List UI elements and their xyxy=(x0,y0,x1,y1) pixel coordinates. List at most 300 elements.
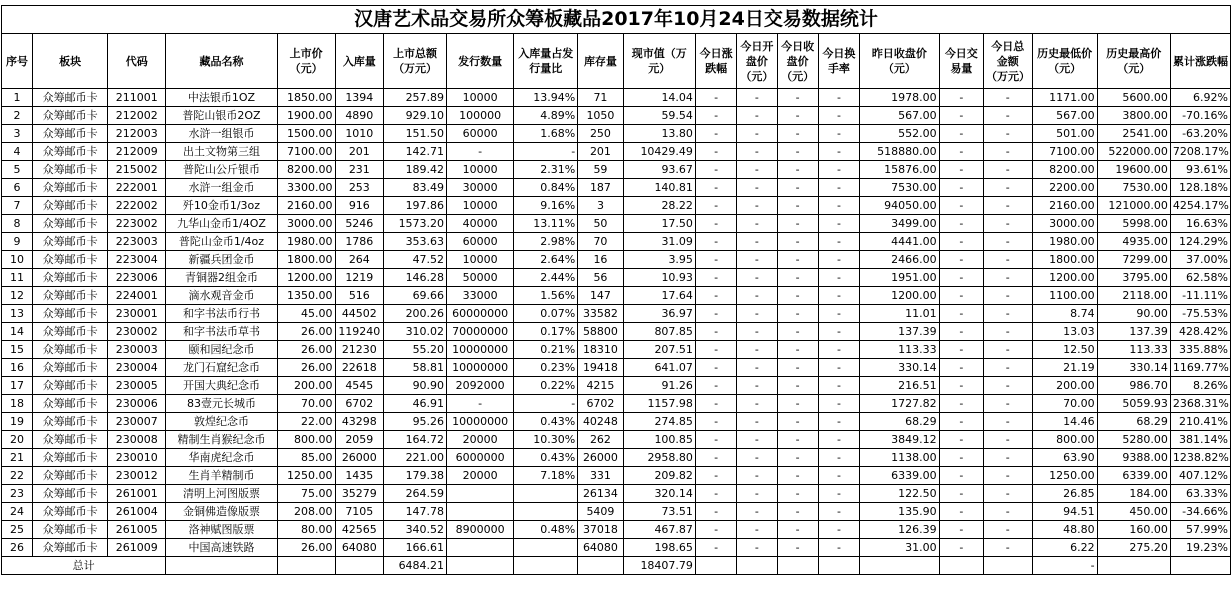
table-cell: 83壹元长城币 xyxy=(166,395,278,413)
table-cell: 1.56% xyxy=(514,287,578,305)
table-cell: 1010 xyxy=(335,125,384,143)
table-cell: 22.00 xyxy=(277,413,335,431)
table-cell: - xyxy=(984,251,1033,269)
table-cell: 4.89% xyxy=(514,107,578,125)
table-cell: 1573.20 xyxy=(384,215,447,233)
table-cell: - xyxy=(984,323,1033,341)
table-cell: - xyxy=(777,107,818,125)
table-cell: 230005 xyxy=(108,377,166,395)
table-cell: 320.14 xyxy=(623,485,695,503)
table-cell: - xyxy=(818,341,859,359)
table-cell: 4215 xyxy=(578,377,623,395)
table-cell: 230010 xyxy=(108,449,166,467)
table-cell: 15876.00 xyxy=(860,161,940,179)
table-cell: 水浒一组银币 xyxy=(166,125,278,143)
table-cell: 1500.00 xyxy=(277,125,335,143)
table-cell: 340.52 xyxy=(384,521,447,539)
total-cell xyxy=(578,557,623,575)
table-cell: 223006 xyxy=(108,269,166,287)
table-cell: - xyxy=(818,233,859,251)
table-cell: 0.07% xyxy=(514,305,578,323)
table-cell: 929.10 xyxy=(384,107,447,125)
table-cell: 55.20 xyxy=(384,341,447,359)
table-cell: 2368.31% xyxy=(1170,395,1230,413)
table-cell: - xyxy=(939,107,983,125)
table-cell: 310.02 xyxy=(384,323,447,341)
table-cell: 2200.00 xyxy=(1032,179,1097,197)
table-cell: - xyxy=(695,539,736,557)
total-row xyxy=(2,557,1231,575)
table-cell: - xyxy=(777,323,818,341)
table-cell: 2958.80 xyxy=(623,449,695,467)
table-cell: 13.80 xyxy=(623,125,695,143)
table-row xyxy=(2,215,1231,233)
table-cell: 5280.00 xyxy=(1097,431,1170,449)
column-header: 历史最高价（元） xyxy=(1097,34,1170,89)
table-cell: 21230 xyxy=(335,341,384,359)
table-cell: 215002 xyxy=(108,161,166,179)
table-cell: 众筹邮币卡 xyxy=(32,161,107,179)
table-cell: 9388.00 xyxy=(1097,449,1170,467)
table-cell: 1394 xyxy=(335,89,384,107)
total-cell: - xyxy=(1032,557,1097,575)
total-cell xyxy=(984,557,1033,575)
column-header: 发行数量 xyxy=(447,34,514,89)
total-cell xyxy=(695,557,736,575)
table-cell: 众筹邮币卡 xyxy=(32,305,107,323)
table-cell: 1169.77% xyxy=(1170,359,1230,377)
table-cell: 和字书法币草书 xyxy=(166,323,278,341)
table-cell: 2160.00 xyxy=(1032,197,1097,215)
table-cell: - xyxy=(737,197,777,215)
table-cell: 精制生肖猴纪念币 xyxy=(166,431,278,449)
table-cell: 522000.00 xyxy=(1097,143,1170,161)
table-cell: 众筹邮币卡 xyxy=(32,503,107,521)
table-cell: - xyxy=(695,233,736,251)
table-cell: 23 xyxy=(2,485,33,503)
table-cell: 19600.00 xyxy=(1097,161,1170,179)
table-cell: 164.72 xyxy=(384,431,447,449)
table-cell: 807.85 xyxy=(623,323,695,341)
table-cell: 4441.00 xyxy=(860,233,940,251)
table-cell: 0.43% xyxy=(514,449,578,467)
table-cell: 37.00% xyxy=(1170,251,1230,269)
table-cell: 93.67 xyxy=(623,161,695,179)
table-cell: - xyxy=(939,215,983,233)
table-cell: - xyxy=(777,179,818,197)
table-cell: 13 xyxy=(2,305,33,323)
table-cell: 2059 xyxy=(335,431,384,449)
table-cell: 12.50 xyxy=(1032,341,1097,359)
table-cell: - xyxy=(695,143,736,161)
table-cell xyxy=(447,485,514,503)
table-row xyxy=(2,413,1231,431)
table-cell: 250 xyxy=(578,125,623,143)
table-cell: 68.29 xyxy=(1097,413,1170,431)
table-cell: 641.07 xyxy=(623,359,695,377)
table-cell: 4545 xyxy=(335,377,384,395)
table-cell: 26134 xyxy=(578,485,623,503)
table-cell: 10000000 xyxy=(447,413,514,431)
table-row xyxy=(2,287,1231,305)
table-cell: 8.26% xyxy=(1170,377,1230,395)
table-cell: 91.26 xyxy=(623,377,695,395)
table-cell: - xyxy=(984,503,1033,521)
table-cell: - xyxy=(777,521,818,539)
table-cell: - xyxy=(818,215,859,233)
table-cell: - xyxy=(818,503,859,521)
table-cell: 261005 xyxy=(108,521,166,539)
table-cell: 1200.00 xyxy=(860,287,940,305)
table-cell: - xyxy=(818,539,859,557)
table-cell: 230002 xyxy=(108,323,166,341)
table-cell: - xyxy=(777,89,818,107)
table-cell: 11 xyxy=(2,269,33,287)
table-cell: 13.11% xyxy=(514,215,578,233)
table-cell: 275.20 xyxy=(1097,539,1170,557)
table-cell: 19.23% xyxy=(1170,539,1230,557)
column-header: 板块 xyxy=(32,34,107,89)
table-cell: 中国高速铁路 xyxy=(166,539,278,557)
table-cell: 137.39 xyxy=(860,323,940,341)
table-cell: 3499.00 xyxy=(860,215,940,233)
table-cell: 37018 xyxy=(578,521,623,539)
column-header: 序号 xyxy=(2,34,33,89)
table-cell: 121000.00 xyxy=(1097,197,1170,215)
table-cell: - xyxy=(984,413,1033,431)
table-cell: 467.87 xyxy=(623,521,695,539)
total-cell xyxy=(1170,557,1230,575)
table-cell: - xyxy=(818,323,859,341)
table-row xyxy=(2,269,1231,287)
table-cell: 100000 xyxy=(447,107,514,125)
total-cell xyxy=(166,557,278,575)
total-cell xyxy=(860,557,940,575)
table-cell: 1350.00 xyxy=(277,287,335,305)
table-cell: - xyxy=(939,197,983,215)
table-cell: 800.00 xyxy=(1032,431,1097,449)
column-header: 代码 xyxy=(108,34,166,89)
table-cell: 8200.00 xyxy=(1032,161,1097,179)
table-cell: 10000 xyxy=(447,89,514,107)
table-cell: - xyxy=(939,179,983,197)
table-cell: 众筹邮币卡 xyxy=(32,431,107,449)
table-cell: 7100.00 xyxy=(1032,143,1097,161)
table-cell: 166.61 xyxy=(384,539,447,557)
table-cell: - xyxy=(695,467,736,485)
table-cell: 230008 xyxy=(108,431,166,449)
table-cell: 清明上河图版票 xyxy=(166,485,278,503)
table-cell: 普陀山公斤银币 xyxy=(166,161,278,179)
table-cell: 颐和园纪念币 xyxy=(166,341,278,359)
table-cell: 4254.17% xyxy=(1170,197,1230,215)
table-cell: - xyxy=(818,431,859,449)
table-cell: - xyxy=(939,341,983,359)
table-cell: - xyxy=(939,449,983,467)
table-cell: 95.26 xyxy=(384,413,447,431)
table-cell: - xyxy=(737,377,777,395)
table-cell: 1171.00 xyxy=(1032,89,1097,107)
table-cell: - xyxy=(939,269,983,287)
table-cell: 17.50 xyxy=(623,215,695,233)
table-cell: - xyxy=(939,305,983,323)
table-cell: 6000000 xyxy=(447,449,514,467)
table-cell: - xyxy=(984,107,1033,125)
table-cell: 2.31% xyxy=(514,161,578,179)
table-row xyxy=(2,143,1231,161)
table-cell: 70 xyxy=(578,233,623,251)
table-cell: 众筹邮币卡 xyxy=(32,341,107,359)
table-cell: - xyxy=(818,377,859,395)
table-cell: 261001 xyxy=(108,485,166,503)
table-cell: 62.58% xyxy=(1170,269,1230,287)
table-cell: 众筹邮币卡 xyxy=(32,485,107,503)
table-cell: - xyxy=(818,413,859,431)
table-cell: 众筹邮币卡 xyxy=(32,467,107,485)
table-cell: -11.11% xyxy=(1170,287,1230,305)
table-cell: 75.00 xyxy=(277,485,335,503)
table-cell: 137.39 xyxy=(1097,323,1170,341)
table-cell: 45.00 xyxy=(277,305,335,323)
table-cell: 5059.93 xyxy=(1097,395,1170,413)
table-cell: 1951.00 xyxy=(860,269,940,287)
table-cell: 12 xyxy=(2,287,33,305)
table-cell: - xyxy=(737,323,777,341)
table-cell: - xyxy=(777,503,818,521)
table-cell: - xyxy=(939,539,983,557)
table-cell: - xyxy=(777,539,818,557)
table-cell: 5246 xyxy=(335,215,384,233)
table-cell: 223004 xyxy=(108,251,166,269)
table-cell: 124.29% xyxy=(1170,233,1230,251)
table-cell: 36.97 xyxy=(623,305,695,323)
table-cell: 147.78 xyxy=(384,503,447,521)
table-cell: 14.46 xyxy=(1032,413,1097,431)
table-cell: 1980.00 xyxy=(1032,233,1097,251)
table-cell: 210.41% xyxy=(1170,413,1230,431)
table-cell: 0.21% xyxy=(514,341,578,359)
table-cell: 4 xyxy=(2,143,33,161)
table-cell: - xyxy=(777,143,818,161)
table-cell: 普陀山金币1/4oz xyxy=(166,233,278,251)
table-cell: - xyxy=(737,539,777,557)
table-cell: 1900.00 xyxy=(277,107,335,125)
table-cell: 生肖羊精制币 xyxy=(166,467,278,485)
table-cell: 179.38 xyxy=(384,467,447,485)
table-cell: -63.20% xyxy=(1170,125,1230,143)
table-cell: 501.00 xyxy=(1032,125,1097,143)
table-cell: -75.53% xyxy=(1170,305,1230,323)
table-cell: 142.71 xyxy=(384,143,447,161)
table-cell: 6339.00 xyxy=(860,467,940,485)
table-cell: 223003 xyxy=(108,233,166,251)
table-cell: - xyxy=(984,143,1033,161)
table-cell: 18310 xyxy=(578,341,623,359)
table-row xyxy=(2,341,1231,359)
table-cell: 257.89 xyxy=(384,89,447,107)
table-cell: 众筹邮币卡 xyxy=(32,539,107,557)
table-cell: 68.29 xyxy=(860,413,940,431)
table-cell: 15 xyxy=(2,341,33,359)
table-cell: 47.52 xyxy=(384,251,447,269)
table-cell: - xyxy=(695,449,736,467)
table-row xyxy=(2,233,1231,251)
table-cell: 1850.00 xyxy=(277,89,335,107)
table-cell: 916 xyxy=(335,197,384,215)
table-cell: - xyxy=(777,395,818,413)
table-cell: 5409 xyxy=(578,503,623,521)
table-cell: 开国大典纪念币 xyxy=(166,377,278,395)
total-label: 总计 xyxy=(2,557,166,575)
table-cell: - xyxy=(695,107,736,125)
table-cell: 6 xyxy=(2,179,33,197)
table-cell: -70.16% xyxy=(1170,107,1230,125)
table-cell: - xyxy=(777,215,818,233)
table-cell: 0.84% xyxy=(514,179,578,197)
table-cell: - xyxy=(737,233,777,251)
table-cell: - xyxy=(695,125,736,143)
table-cell: 众筹邮币卡 xyxy=(32,269,107,287)
table-cell: 986.70 xyxy=(1097,377,1170,395)
table-cell: - xyxy=(984,521,1033,539)
table-cell: 1980.00 xyxy=(277,233,335,251)
table-cell: - xyxy=(695,215,736,233)
table-cell: 1100.00 xyxy=(1032,287,1097,305)
table-cell: - xyxy=(777,485,818,503)
table-cell: 94050.00 xyxy=(860,197,940,215)
table-cell: 2.98% xyxy=(514,233,578,251)
table-cell: - xyxy=(737,251,777,269)
table-cell: - xyxy=(984,395,1033,413)
table-cell: - xyxy=(818,359,859,377)
table-cell: 水浒一组金币 xyxy=(166,179,278,197)
table-cell: - xyxy=(777,269,818,287)
table-cell: 70.00 xyxy=(277,395,335,413)
table-cell: 207.51 xyxy=(623,341,695,359)
table-cell xyxy=(514,485,578,503)
table-cell: 14.04 xyxy=(623,89,695,107)
table-cell: 64080 xyxy=(335,539,384,557)
table-cell: 1800.00 xyxy=(277,251,335,269)
table-cell: 6.22 xyxy=(1032,539,1097,557)
table-cell: - xyxy=(777,413,818,431)
table-cell: - xyxy=(695,377,736,395)
table-cell: - xyxy=(777,197,818,215)
table-cell: 4935.00 xyxy=(1097,233,1170,251)
table-cell: 113.33 xyxy=(860,341,940,359)
table-cell: 1238.82% xyxy=(1170,449,1230,467)
table-cell: - xyxy=(777,233,818,251)
table-cell: - xyxy=(984,125,1033,143)
table-row xyxy=(2,161,1231,179)
table-cell: - xyxy=(818,197,859,215)
table-cell: 151.50 xyxy=(384,125,447,143)
table-cell: - xyxy=(695,287,736,305)
table-cell: - xyxy=(695,269,736,287)
table-cell: - xyxy=(514,395,578,413)
table-cell: 212009 xyxy=(108,143,166,161)
table-cell: - xyxy=(984,305,1033,323)
table-cell: 2118.00 xyxy=(1097,287,1170,305)
table-cell: 50 xyxy=(578,215,623,233)
column-header: 现市值（万元） xyxy=(623,34,695,89)
table-cell: 93.61% xyxy=(1170,161,1230,179)
table-cell: 1200.00 xyxy=(1032,269,1097,287)
table-cell: - xyxy=(984,377,1033,395)
table-cell: - xyxy=(737,467,777,485)
table-cell: 262 xyxy=(578,431,623,449)
table-cell: - xyxy=(939,395,983,413)
table-cell: 1138.00 xyxy=(860,449,940,467)
table-cell: 100.85 xyxy=(623,431,695,449)
table-cell: 63.90 xyxy=(1032,449,1097,467)
table-cell: 70.00 xyxy=(1032,395,1097,413)
table-cell xyxy=(514,539,578,557)
table-cell: - xyxy=(777,431,818,449)
table-cell: 中法银币1OZ xyxy=(166,89,278,107)
table-cell: 8200.00 xyxy=(277,161,335,179)
table-cell: 2.44% xyxy=(514,269,578,287)
table-cell: 59.54 xyxy=(623,107,695,125)
table-cell: 58800 xyxy=(578,323,623,341)
table-cell: - xyxy=(984,359,1033,377)
table-cell: 21.19 xyxy=(1032,359,1097,377)
table-cell: 64080 xyxy=(578,539,623,557)
table-cell: 16 xyxy=(2,359,33,377)
total-cell: 18407.79 xyxy=(623,557,695,575)
table-row xyxy=(2,485,1231,503)
table-cell: 0.43% xyxy=(514,413,578,431)
total-cell: 6484.21 xyxy=(384,557,447,575)
table-cell: 14 xyxy=(2,323,33,341)
table-cell: 140.81 xyxy=(623,179,695,197)
table-cell: - xyxy=(818,395,859,413)
table-cell: 264 xyxy=(335,251,384,269)
table-cell: - xyxy=(818,305,859,323)
column-header: 库存量 xyxy=(578,34,623,89)
table-cell: - xyxy=(695,503,736,521)
table-cell: - xyxy=(818,179,859,197)
table-cell: 50000 xyxy=(447,269,514,287)
table-cell: 33582 xyxy=(578,305,623,323)
total-cell xyxy=(737,557,777,575)
table-cell: 94.51 xyxy=(1032,503,1097,521)
table-cell: 26.00 xyxy=(277,323,335,341)
total-cell xyxy=(514,557,578,575)
table-cell: 16.63% xyxy=(1170,215,1230,233)
table-cell: 众筹邮币卡 xyxy=(32,251,107,269)
table-cell: 1978.00 xyxy=(860,89,940,107)
table-cell: 众筹邮币卡 xyxy=(32,377,107,395)
table-cell: - xyxy=(818,143,859,161)
table-cell: 223002 xyxy=(108,215,166,233)
table-cell: 24 xyxy=(2,503,33,521)
table-cell: 222002 xyxy=(108,197,166,215)
header-row xyxy=(2,34,1231,89)
table-cell: 9.16% xyxy=(514,197,578,215)
table-cell: 216.51 xyxy=(860,377,940,395)
table-cell: 208.00 xyxy=(277,503,335,521)
table-cell: - xyxy=(737,179,777,197)
table-cell: 70000000 xyxy=(447,323,514,341)
table-cell: 26.85 xyxy=(1032,485,1097,503)
table-cell: 113.33 xyxy=(1097,341,1170,359)
table-row xyxy=(2,179,1231,197)
total-cell xyxy=(777,557,818,575)
table-cell: 2466.00 xyxy=(860,251,940,269)
table-cell xyxy=(447,539,514,557)
table-cell: 7530.00 xyxy=(1097,179,1170,197)
